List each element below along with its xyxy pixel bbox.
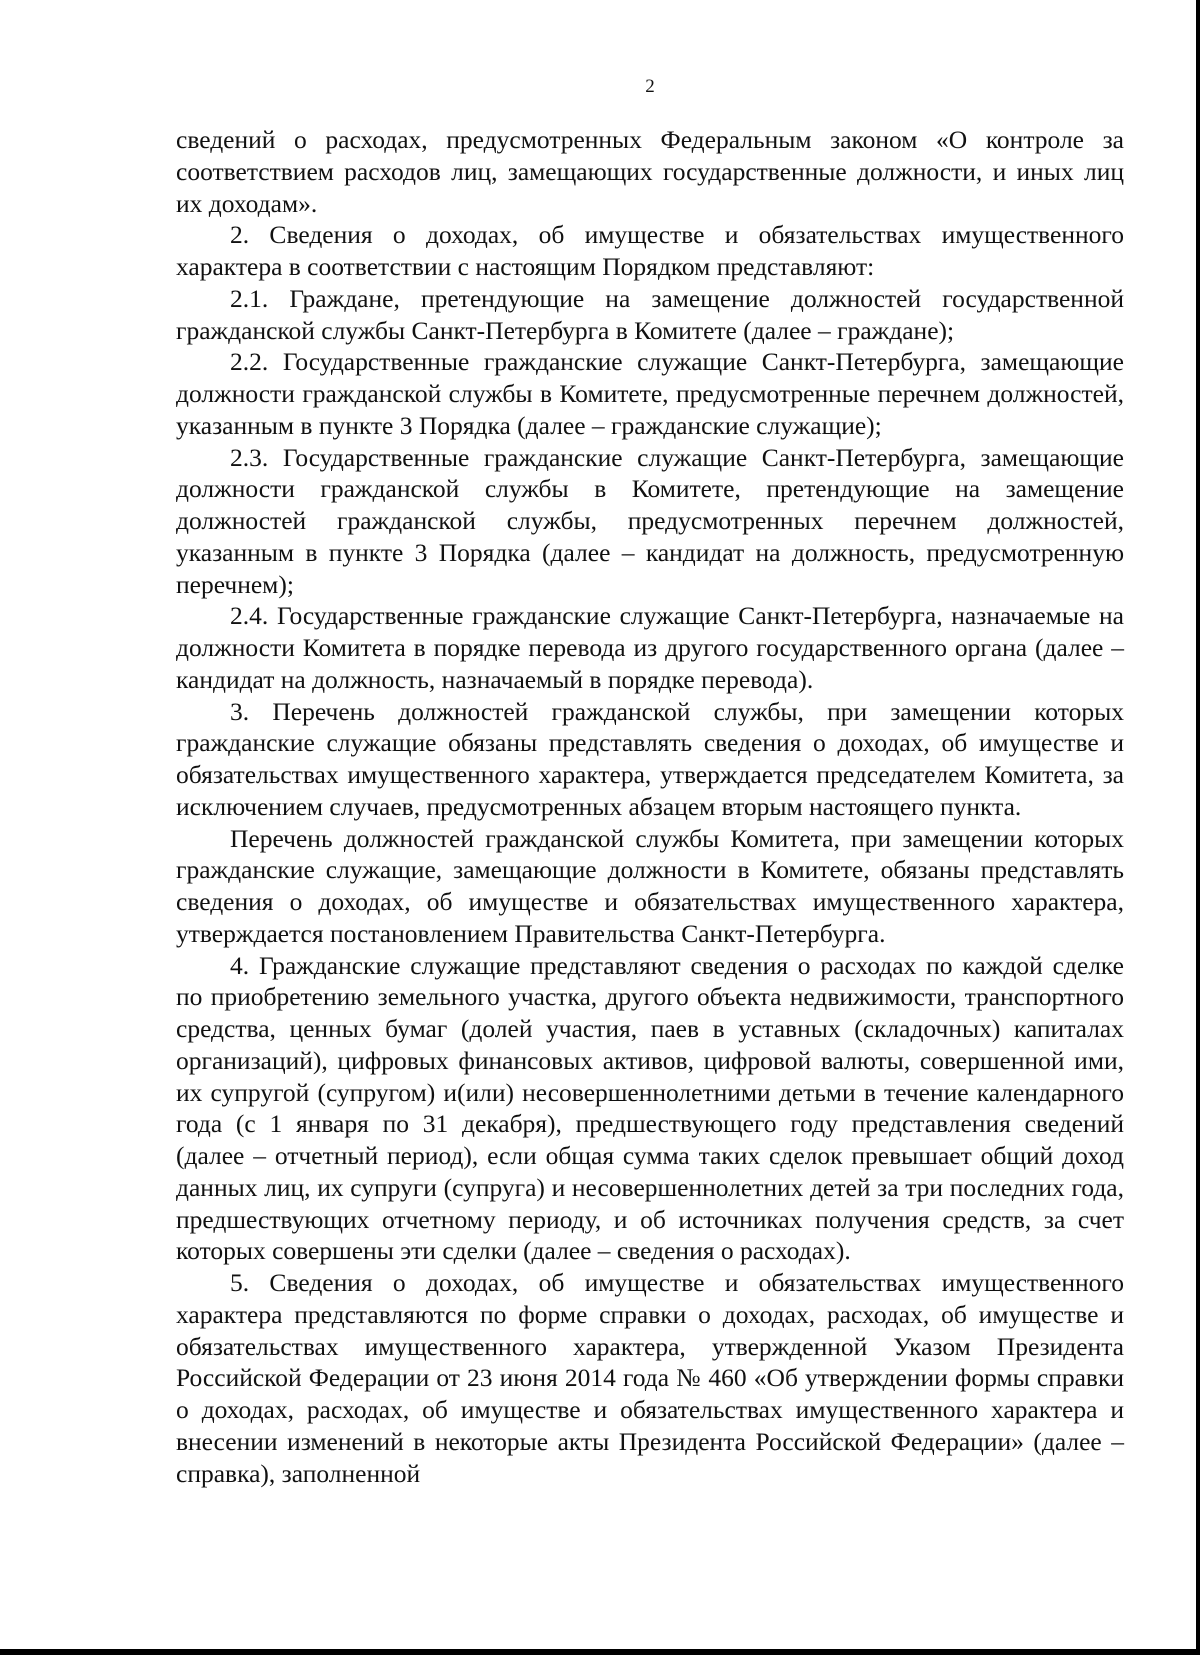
paragraph-item-3: 3. Перечень должностей гражданской службы, при замещении которых гражданские служащие обязаны представлять сведения о доходах, об имуществе и обязательствах имущественного характера, утверждается председателем Комитета, за исключением случаев, предусмотренных абзацем вторым настоящего пункта. [176, 696, 1124, 821]
paragraph-item-4: 4. Гражданские служащие представляют сведения о расходах по каждой сделке по приобретению земельного участка, другого объекта недвижимости, транспортного средства, ценных бумаг (долей участия, паев в уставных (складочных) капиталах организаций), цифровых финансовых активов, цифровой валюты, совершенной ими, их супругой (супругом) и(или) несовершеннолетними детьми в течение календарного года (с 1 января по 31 декабря), предшествующего году представления сведений (далее – отчетный период), если общая сумма таких сделок превышает общий доход данных лиц, их супруги (супруга) и несовершеннолетних детей за три последних года, предшествующих отчетному периоду, и об источниках получения средств, за счет которых совершены эти сделки (далее – сведения о расходах). [176, 950, 1124, 1266]
scan-bottom-border [0, 1649, 1200, 1655]
page-number: 2 [645, 76, 655, 97]
paragraph-item-5: 5. Сведения о доходах, об имуществе и обязательствах имущественного характера представляются по форме справки о доходах, расходах, об имуществе и обязательствах имущественного характера, утвержденной Указом Президента Российской Федерации от 23 июня 2014 года № 460 «Об утверждении формы справки о доходах, расходах, об имуществе и обязательствах имущественного характера и внесении изменений в некоторые акты Президента Российской Федерации» (далее – справка), заполненной [176, 1268, 1124, 1488]
paragraph-item-2-1: 2.1. Граждане, претендующие на замещение должностей государственной гражданской службы Санкт-Петербурга в Комитете (далее – граждане); [176, 283, 1124, 345]
paragraph-item-3-second: Перечень должностей гражданской службы Комитета, при замещении которых гражданские служащие, замещающие должности в Комитете, обязаны представлять сведения о доходах, об имуществе и обязательствах имущественного характера, утверждается постановлением Правительства Санкт-Петербурга. [176, 823, 1124, 948]
paragraph-item-2-3: 2.3. Государственные гражданские служащие Санкт-Петербурга, замещающие должности гражданской службы в Комитете, претендующие на замещение должностей гражданской службы, предусмотренных перечнем должностей, указанным в пункте 3 Порядка (далее – кандидат на должность, предусмотренную перечнем); [176, 442, 1124, 599]
paragraph-item-2-2: 2.2. Государственные гражданские служащие Санкт-Петербурга, замещающие должности гражданской службы в Комитете, предусмотренные перечнем должностей, указанным в пункте 3 Порядка (далее – гражданские служащие); [176, 347, 1124, 440]
paragraph-item-2-4: 2.4. Государственные гражданские служащие Санкт-Петербурга, назначаемые на должности Комитета в порядке перевода из другого государственного органа (далее – кандидат на должность, назначаемый в порядке перевода). [176, 601, 1124, 694]
scan-right-border [1196, 0, 1200, 1655]
paragraph-continuation: сведений о расходах, предусмотренных Федеральным законом «О контроле за соответствием расходов лиц, замещающих государственные должности, и иных лиц их доходам». [176, 125, 1124, 218]
paragraph-item-2: 2. Сведения о доходах, об имуществе и обязательствах имущественного характера в соответствии с настоящим Порядком представляют: [176, 220, 1124, 281]
document-body [176, 124, 1124, 1489]
